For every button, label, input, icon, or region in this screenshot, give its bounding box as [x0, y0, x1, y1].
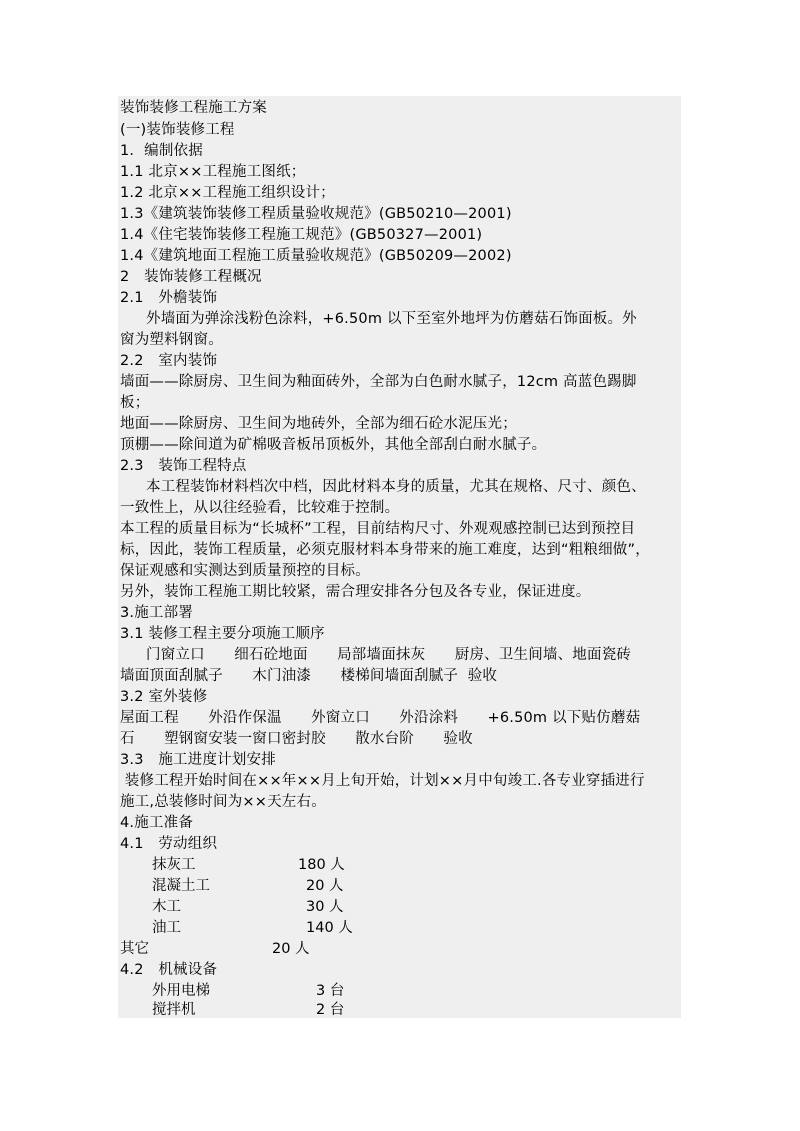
paragraph: 地面——除厨房、卫生间为地砖外，全部为细石砼水泥压光； — [120, 416, 517, 432]
equipment-name: 搅拌机 — [152, 1002, 196, 1018]
labor-qty: 140 人 — [306, 920, 353, 936]
paragraph: 1.4《建筑地面工程施工质量验收规范》(GB50209—2002) — [120, 248, 512, 264]
paragraph: 1.1 北京××工程施工图纸； — [120, 164, 306, 180]
paragraph: 门窗立口 细石砼地面 局部墙面抹灰 厨房、卫生间墙、地面瓷砖 — [146, 647, 632, 663]
equipment-qty: 2 台 — [316, 1002, 345, 1018]
labor-name: 其它 — [120, 941, 149, 957]
paragraph: 装修工程开始时间在××年××月上旬开始，计划××月中旬竣工.各专业穿插进行 — [120, 773, 645, 789]
paragraph: 本工程装饰材料档次中档，因此材料本身的质量，尤其在规格、尺寸、颜色、 — [146, 479, 646, 495]
section-heading: 1．编制依据 — [120, 143, 203, 159]
paragraph: 墙面顶面刮腻子 木门油漆 楼梯间墙面刮腻子 验收 — [120, 668, 498, 684]
labor-name: 油工 — [152, 920, 181, 936]
subsection-heading: 3.3 施工进度计划安排 — [120, 752, 276, 768]
paragraph: 屋面工程 外沿作保温 外窗立口 外沿涂料 +6.50m 以下贴仿蘑菇 — [120, 710, 641, 726]
subsection-heading: 4.1 劳动组织 — [120, 836, 218, 852]
paragraph: 保证观感和实测达到质量预控的目标。 — [120, 563, 370, 579]
labor-name: 木工 — [152, 899, 181, 915]
labor-qty: 30 人 — [306, 899, 344, 915]
subsection-heading: 2.1 外檐装饰 — [120, 290, 218, 306]
labor-qty: 20 人 — [272, 941, 310, 957]
equipment-name: 外用电梯 — [152, 983, 210, 999]
paragraph: 外墙面为弹涂浅粉色涂料，+6.50m 以下至室外地坪为仿蘑菇石饰面板。外 — [146, 311, 637, 327]
paragraph: 板； — [120, 395, 150, 411]
paragraph: 墙面——除厨房、卫生间为釉面砖外，全部为白色耐水腻子，12cm 高蓝色踢脚 — [120, 374, 637, 390]
paragraph: 窗为塑料钢窗。 — [120, 332, 223, 348]
paragraph: 顶棚——除间道为矿棉吸音板吊顶板外，其他全部刮白耐水腻子。 — [120, 437, 547, 453]
subsection-heading: 2.2 室内装饰 — [120, 353, 218, 369]
labor-qty: 20 人 — [306, 878, 344, 894]
labor-name: 混凝土工 — [152, 878, 210, 894]
paragraph: 1.2 北京××工程施工组织设计； — [120, 185, 335, 201]
equipment-qty: 3 台 — [316, 983, 345, 999]
part-heading: (一)装饰装修工程 — [120, 122, 235, 138]
section-heading: 4.施工准备 — [120, 815, 194, 831]
subsection-heading: 3.1 装修工程主要分项施工顺序 — [120, 626, 325, 642]
section-heading: 3.施工部署 — [120, 605, 194, 621]
labor-qty: 180 人 — [298, 857, 345, 873]
paragraph: 1.4《住宅装饰装修工程施工规范》(GB50327—2001) — [120, 227, 483, 243]
paragraph: 本工程的质量目标为“长城杯”工程，目前结构尺寸、外观观感控制已达到预控目 — [120, 521, 636, 537]
paragraph: 另外，装饰工程施工期比较紧，需合理安排各分包及各专业，保证进度。 — [120, 584, 591, 600]
paragraph: 石 塑钢窗安装一窗口密封胶 散水台阶 验收 — [120, 731, 473, 747]
paragraph: 施工,总装修时间为××天左右。 — [120, 794, 326, 810]
labor-name: 抹灰工 — [152, 857, 196, 873]
paragraph: 标，因此，装饰工程质量，必须克服材料本身带来的施工难度，达到“粗粮细做”， — [120, 542, 650, 558]
subsection-heading: 3.2 室外装修 — [120, 689, 208, 705]
subsection-heading: 4.2 机械设备 — [120, 962, 218, 978]
section-heading: 2 装饰装修工程概况 — [120, 269, 262, 285]
paragraph: 1.3《建筑装饰装修工程质量验收规范》(GB50210—2001) — [120, 206, 512, 222]
paragraph: 一致性上，从以往经验看，比较难于控制。 — [120, 500, 400, 516]
document-title: 装饰装修工程施工方案 — [120, 100, 267, 116]
subsection-heading: 2.3 装饰工程特点 — [120, 458, 247, 474]
